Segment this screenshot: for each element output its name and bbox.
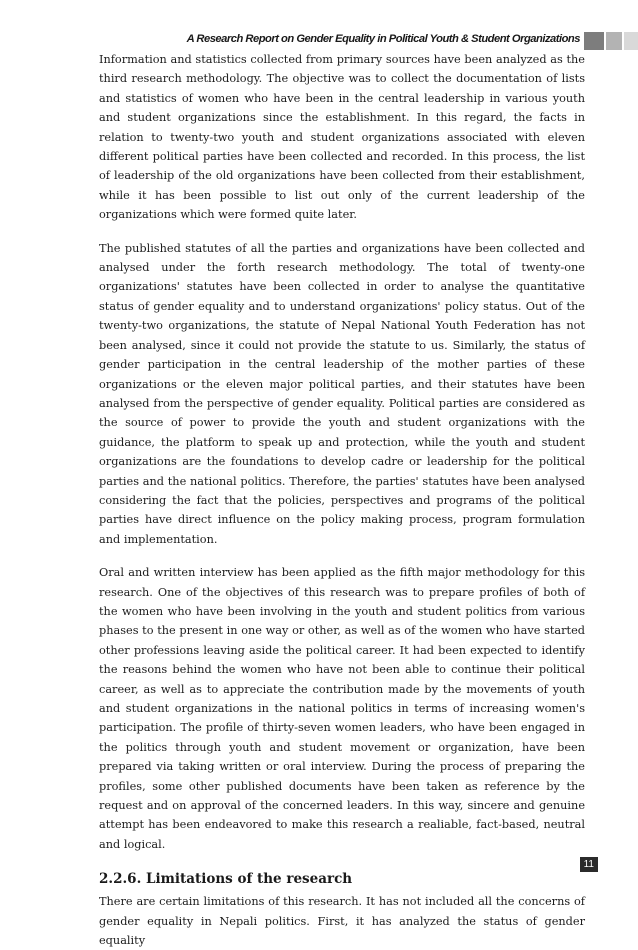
header-title: A Research Report on Gender Equality in Political Youth & Student Organizations — [186, 33, 580, 45]
page-number: 11 — [580, 857, 598, 872]
paragraph-primary-sources: Information and statistics collected from primary sources have been analyzed as the third research methodology. The objective was to collect the documentation of lists and statistics of women who have been in the central leadership in various youth and student organizations since the establishment. In this regard, the facts in relation to twenty-two youth and student organizations associated with eleven different political parties have been collected and recorded. In this process, the list of leadership of the old organizations have been collected from their establishment, while it has been possible to list out only of the current leadership of the organizations which were formed quite later. — [99, 53, 585, 222]
paragraph-limitations: There are certain limitations of this research. It has not included all the concerns of gender equality in Nepali politics. First, it has analyzed the status of gender equality — [99, 895, 585, 948]
paragraph-statutes: The published statutes of all the parties and organizations have been collected and analysed under the forth research methodology. The total of twenty-one organizations' statutes have been collected in order to analyse the quantitative status of gender equality and to understand organizations' policy status. Out of the twenty-two organizations, the statute of Nepal National Youth Federation has not been analysed, since it could not provide the statute to us. Similarly, the status of gender participation in the central leadership of the mother parties of these organizations or the eleven major political parties, and their statutes have been analysed from the perspective of gender equality. Political parties are considered as the source of power to provide the youth and student organizations with the guidance, the platform to speak up and protection, while the youth and student organizations are the foundations to develop cadre or leadership for the political parties and the national politics. Therefore, the parties' statutes have been analysed considering the fact that the policies, perspectives and programs of the political parties have direct influence on the policy making process, program formulation and implementation. — [99, 241, 585, 546]
header-decor-block-light — [624, 32, 638, 50]
section-heading-limitations: 2.2.6. Limitations of the research — [99, 871, 353, 888]
paragraph-interviews: Oral and written interview has been applied as the fifth major methodology for this research. One of the objectives of this research was to prepare profiles of both of the women who have been involving in the youth and student politics from various phases to the present in one way or other, as well as of the women who have started other professions leaving aside the political career. It had been expected to identify the reasons behind the women who have not been able to continue their political career, as well as to appreciate the contribution made by the movements of youth and student organizations in the national politics in terms of increasing women's participation. The profile of thirty-seven women leaders, who have been engaged in the politics through youth and student movement or organization, have been prepared via taking written or oral interview. During the process of preparing the profiles, some other published documents have been taken as reference by the request and on approval of the concerned leaders. In this way, sincere and genuine attempt has been endeavored to make this research a realiable, fact-based, neutral and logical. — [99, 566, 585, 851]
header-decor-block-mid — [606, 32, 622, 50]
running-header — [0, 30, 638, 52]
header-decor-block-dark — [584, 32, 604, 50]
page-content — [99, 50, 585, 950]
